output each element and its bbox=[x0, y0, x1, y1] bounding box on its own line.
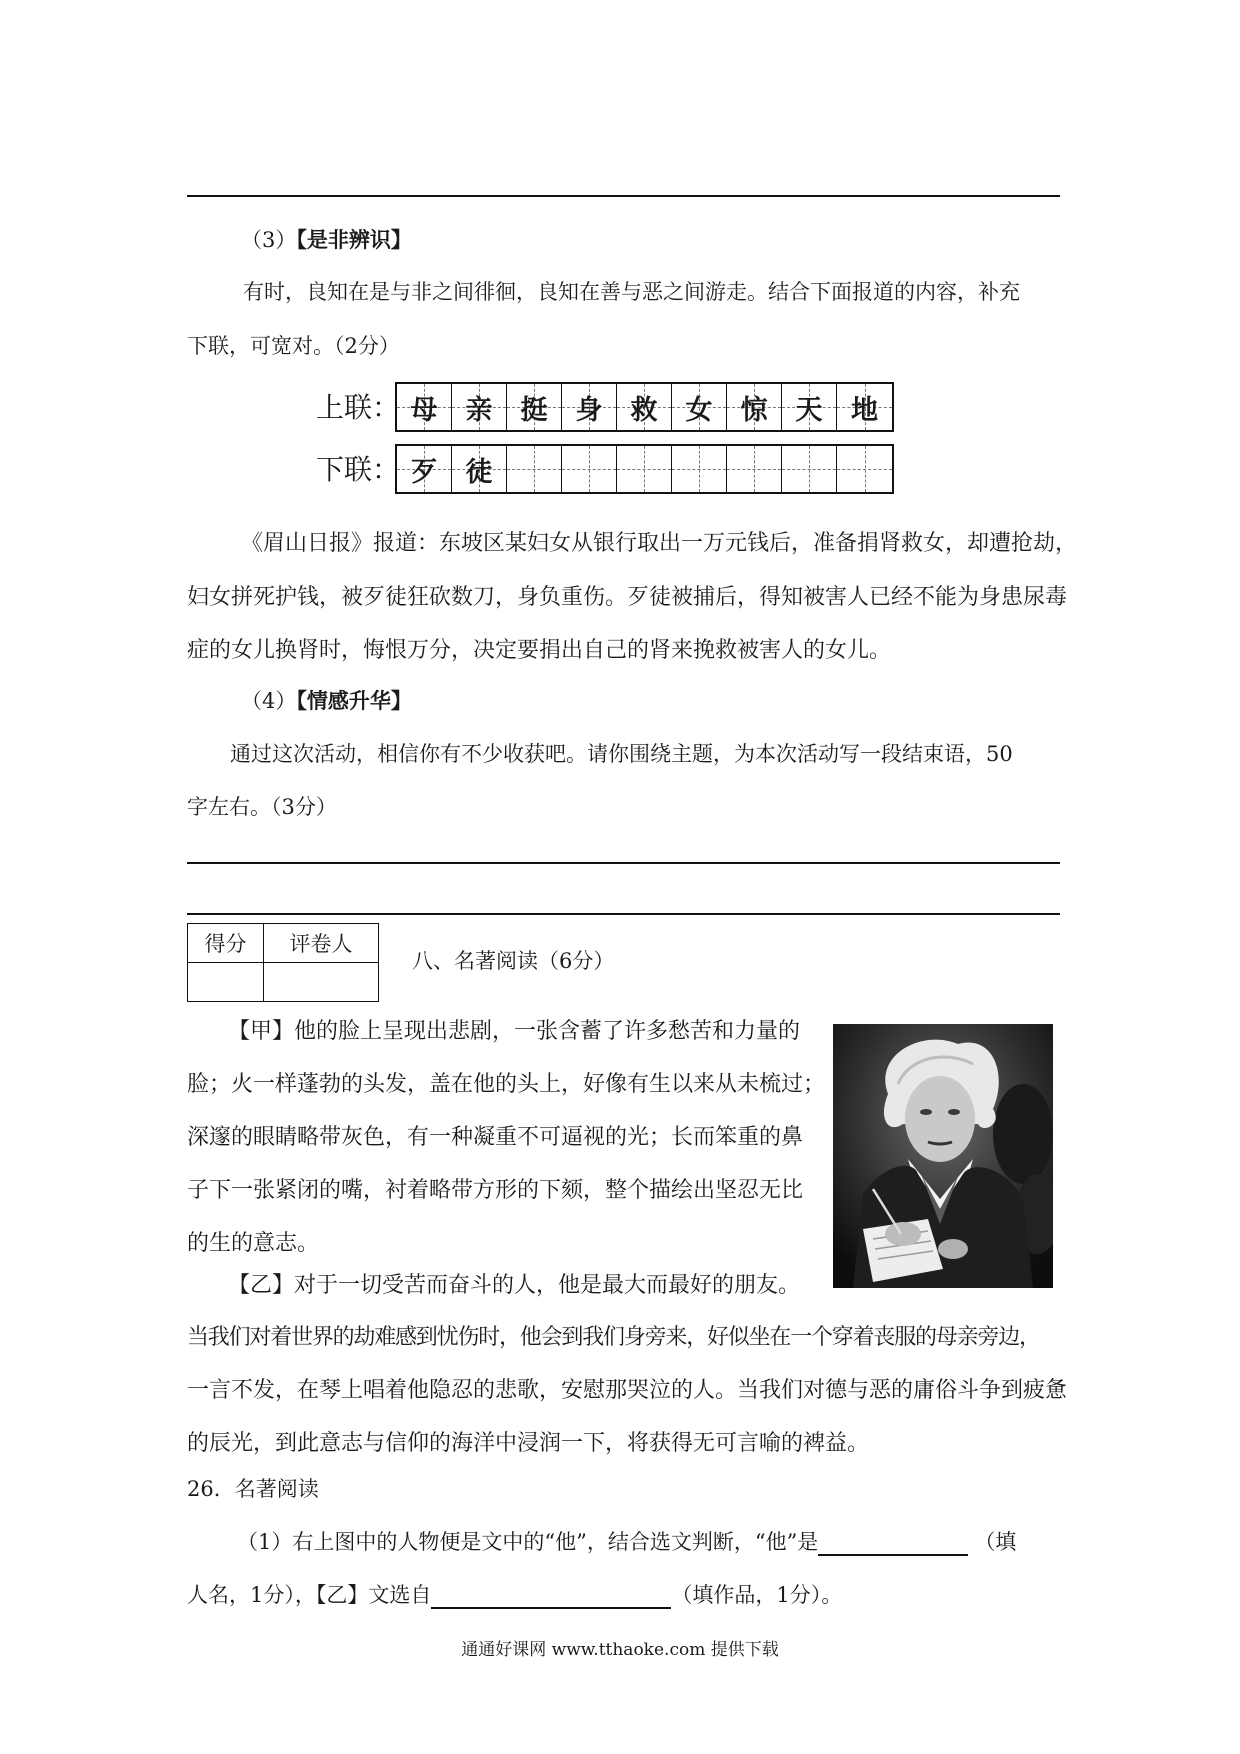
lower-char: 徒 bbox=[465, 456, 493, 488]
lower-cell[interactable] bbox=[837, 446, 892, 492]
upper-char: 女 bbox=[685, 394, 713, 426]
upper-char: 母 bbox=[410, 394, 438, 426]
q26-part1-text-b: （填 bbox=[974, 1530, 1017, 1554]
report-line1: 《眉山日报》报道：东坡区某妇女从银行取出一万元钱后，准备捐肾救女，却遭抢劫， bbox=[241, 531, 1078, 556]
grader-cell[interactable] bbox=[264, 963, 379, 1002]
upper-cell bbox=[617, 384, 672, 430]
grader-header: 评卷人 bbox=[264, 924, 379, 963]
lower-cell[interactable] bbox=[782, 446, 837, 492]
q3-title: 【是非辨识】 bbox=[296, 228, 412, 252]
upper-char: 惊 bbox=[740, 394, 768, 426]
jia-line4: 子下一张紧闭的嘴，衬着略带方形的下颏，整个描绘出坚忍无比 bbox=[187, 1178, 804, 1203]
lower-cell[interactable] bbox=[617, 446, 672, 492]
yi-line3: 一言不发，在琴上唱着他隐忍的悲歌，安慰那哭泣的人。当我们对德与恶的庸俗斗争到疲惫 bbox=[187, 1378, 1068, 1403]
upper-char: 救 bbox=[630, 394, 658, 426]
upper-char: 亲 bbox=[465, 394, 493, 426]
yi-line2: 当我们对着世界的劫难感到忧伤时，他会到我们身旁来，好似坐在一个穿着丧服的母亲旁边， bbox=[187, 1325, 1040, 1350]
answer-line-2[interactable] bbox=[187, 913, 1060, 915]
section8-title: 八、名著阅读（6分） bbox=[412, 949, 615, 973]
lower-couplet-label: 下联： bbox=[316, 453, 401, 486]
upper-char: 地 bbox=[851, 394, 878, 426]
lower-cell[interactable] bbox=[672, 446, 727, 492]
lower-cell[interactable] bbox=[727, 446, 782, 492]
q26-part1-text-c: 人名，1分），【乙】文选自 bbox=[187, 1583, 432, 1607]
q4-title: 【情感升华】 bbox=[296, 689, 412, 713]
lower-cell bbox=[452, 446, 507, 492]
q3-line1: 有时，良知在是与非之间徘徊，良知在善与恶之间游走。结合下面报道的内容，补充 bbox=[243, 280, 1020, 304]
q26-part1-text-d: （填作品，1分）。 bbox=[671, 1583, 843, 1607]
report-line3: 症的女儿换肾时，悔恨万分，决定要捐出自己的肾来挽救被害人的女儿。 bbox=[187, 638, 892, 663]
person-name-blank[interactable] bbox=[818, 1534, 968, 1556]
lower-cell[interactable] bbox=[507, 446, 562, 492]
q26-part1-text-a: （1）右上图中的人物便是文中的“他”，结合选文判断，“他”是 bbox=[237, 1530, 819, 1554]
jia-line2: 脸；火一样蓬勃的头发，盖在他的头上，好像有生以来从未梳过； bbox=[187, 1072, 826, 1097]
upper-couplet-label: 上联： bbox=[316, 391, 401, 424]
upper-cell bbox=[507, 384, 562, 430]
upper-couplet-grid bbox=[395, 382, 894, 432]
upper-char: 天 bbox=[795, 394, 823, 426]
lower-char: 歹 bbox=[410, 456, 438, 488]
q4-line2: 字左右。（3分） bbox=[187, 795, 337, 819]
q4-line1: 通过这次活动，相信你有不少收获吧。请你围绕主题，为本次活动写一段结束语，50 bbox=[230, 742, 1013, 766]
lower-cell bbox=[397, 446, 452, 492]
upper-cell bbox=[782, 384, 837, 430]
top-rule bbox=[187, 195, 1060, 197]
footer-credit: 通通好课网 www.tthaoke.com 提供下载 bbox=[461, 1640, 779, 1660]
lower-couplet-grid[interactable] bbox=[395, 444, 894, 494]
q3-number: （3） bbox=[241, 228, 297, 252]
score-cell[interactable] bbox=[188, 963, 264, 1002]
q26-title: 26．名著阅读 bbox=[187, 1477, 319, 1501]
jia-line1: 【甲】他的脸上呈现出悲剧，一张含蓄了许多愁苦和力量的 bbox=[228, 1019, 801, 1044]
q4-heading bbox=[241, 685, 412, 715]
upper-cell bbox=[452, 384, 507, 430]
q26-part1-line1 bbox=[237, 1526, 1016, 1556]
jia-line3: 深邃的眼睛略带灰色，有一种凝重不可逼视的光；长而笨重的鼻 bbox=[187, 1125, 804, 1150]
score-header: 得分 bbox=[188, 924, 264, 963]
q26-part1-line2 bbox=[187, 1579, 842, 1609]
yi-line4: 的辰光，到此意志与信仰的海洋中浸润一下，将获得无可言喻的裨益。 bbox=[187, 1431, 870, 1456]
upper-cell bbox=[397, 384, 452, 430]
jia-line5: 的生的意志。 bbox=[187, 1231, 320, 1256]
upper-cell bbox=[727, 384, 782, 430]
upper-char: 身 bbox=[575, 394, 603, 426]
upper-cell bbox=[672, 384, 727, 430]
q4-number: （4） bbox=[241, 689, 297, 713]
work-title-blank[interactable] bbox=[431, 1587, 671, 1609]
yi-line1: 【乙】对于一切受苦而奋斗的人，他是最大而最好的朋友。 bbox=[228, 1273, 801, 1298]
upper-char: 挺 bbox=[520, 394, 548, 426]
score-table bbox=[187, 923, 379, 1002]
lower-cell[interactable] bbox=[562, 446, 617, 492]
beethoven-portrait-icon bbox=[833, 1024, 1053, 1288]
q3-heading bbox=[241, 224, 412, 254]
report-line2: 妇女拼死护钱，被歹徒狂砍数刀，身负重伤。歹徒被捕后，得知被害人已经不能为身患尿毒 bbox=[187, 585, 1068, 610]
upper-cell bbox=[837, 384, 892, 430]
upper-cell bbox=[562, 384, 617, 430]
q3-line2: 下联，可宽对。（2分） bbox=[187, 334, 400, 358]
answer-line-1[interactable] bbox=[187, 862, 1060, 864]
